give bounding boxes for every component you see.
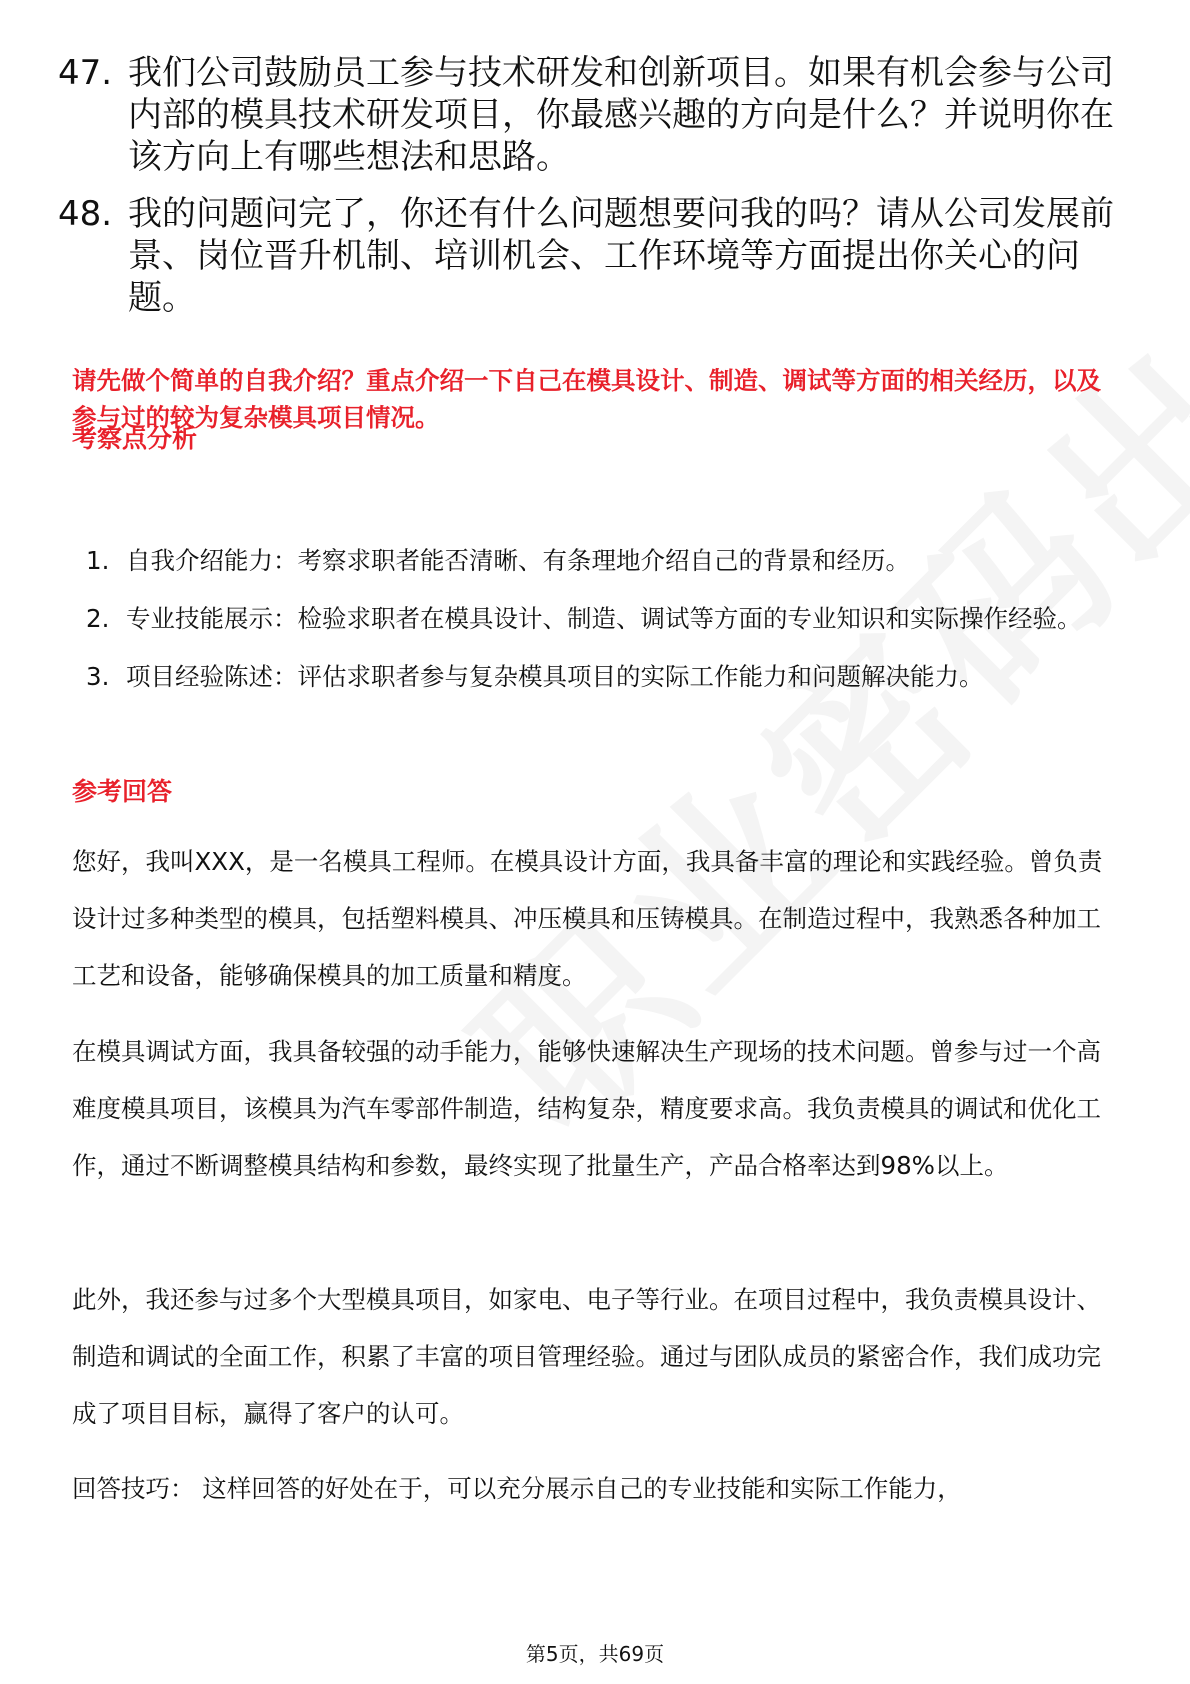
analysis-item bbox=[86, 648, 1126, 706]
question-text: 我的问题问完了，你还有什么问题想要问我的吗？请从公司发展前景、岗位晋升机制、培训机会、工作环境等方面提出你关心的问题。 bbox=[128, 194, 1114, 318]
analysis-number: 1. bbox=[86, 546, 110, 575]
analysis-text: 专业技能展示：检验求职者在模具设计、制造、调试等方面的专业知识和实际操作经验。 bbox=[126, 604, 1082, 633]
page-number: 第5页，共69页 bbox=[525, 1642, 665, 1666]
question-number: 47. bbox=[58, 53, 113, 93]
analysis-item bbox=[86, 532, 1126, 590]
analysis-text: 自我介绍能力：考察求职者能否清晰、有条理地介绍自己的背景和经历。 bbox=[126, 546, 910, 575]
answer-paragraph: 您好，我叫XXX，是一名模具工程师。在模具设计方面，我具备丰富的理论和实践经验。曾负责设计过多种类型的模具，包括塑料模具、冲压模具和压铸模具。在制造过程中，我熟悉各种加工工艺和设备，能够确保模具的加工质量和精度。 bbox=[72, 847, 1103, 990]
analysis-number: 2. bbox=[86, 604, 110, 633]
answer-paragraph: 此外，我还参与过多个大型模具项目，如家电、电子等行业。在项目过程中，我负责模具设计、制造和调试的全面工作，积累了丰富的项目管理经验。通过与团队成员的紧密合作，我们成功完成了项目目标，赢得了客户的认可。 bbox=[72, 1285, 1101, 1428]
analysis-text: 项目经验陈述：评估求职者参与复杂模具项目的实际工作能力和问题解决能力。 bbox=[126, 662, 984, 691]
answer-heading: 参考回答 bbox=[72, 777, 173, 806]
analysis-item bbox=[86, 590, 1126, 648]
question-item bbox=[58, 193, 1118, 319]
question-list bbox=[58, 52, 1118, 334]
question-text: 我们公司鼓励员工参与技术研发和创新项目。如果有机会参与公司内部的模具技术研发项目，你最感兴趣的方向是什么？并说明你在该方向上有哪些想法和思路。 bbox=[128, 53, 1114, 177]
analysis-heading: 考察点分析 bbox=[72, 424, 198, 453]
analysis-number: 3. bbox=[86, 662, 110, 691]
interview-question: 请先做个简单的自我介绍？重点介绍一下自己在模具设计、制造、调试等方面的相关经历，以及参与过的较为复杂模具项目情况。 bbox=[72, 366, 1101, 432]
question-number: 48. bbox=[58, 194, 113, 234]
analysis-list bbox=[86, 532, 1126, 706]
question-item bbox=[58, 52, 1118, 178]
answer-tip: 回答技巧： 这样回答的好处在于，可以充分展示自己的专业技能和实际工作能力， bbox=[72, 1474, 962, 1503]
answer-paragraph: 在模具调试方面，我具备较强的动手能力，能够快速解决生产现场的技术问题。曾参与过一个高难度模具项目，该模具为汽车零部件制造，结构复杂，精度要求高。我负责模具的调试和优化工作，通过不断调整模具结构和参数，最终实现了批量生产，产品合格率达到98%以上。 bbox=[72, 1037, 1101, 1180]
